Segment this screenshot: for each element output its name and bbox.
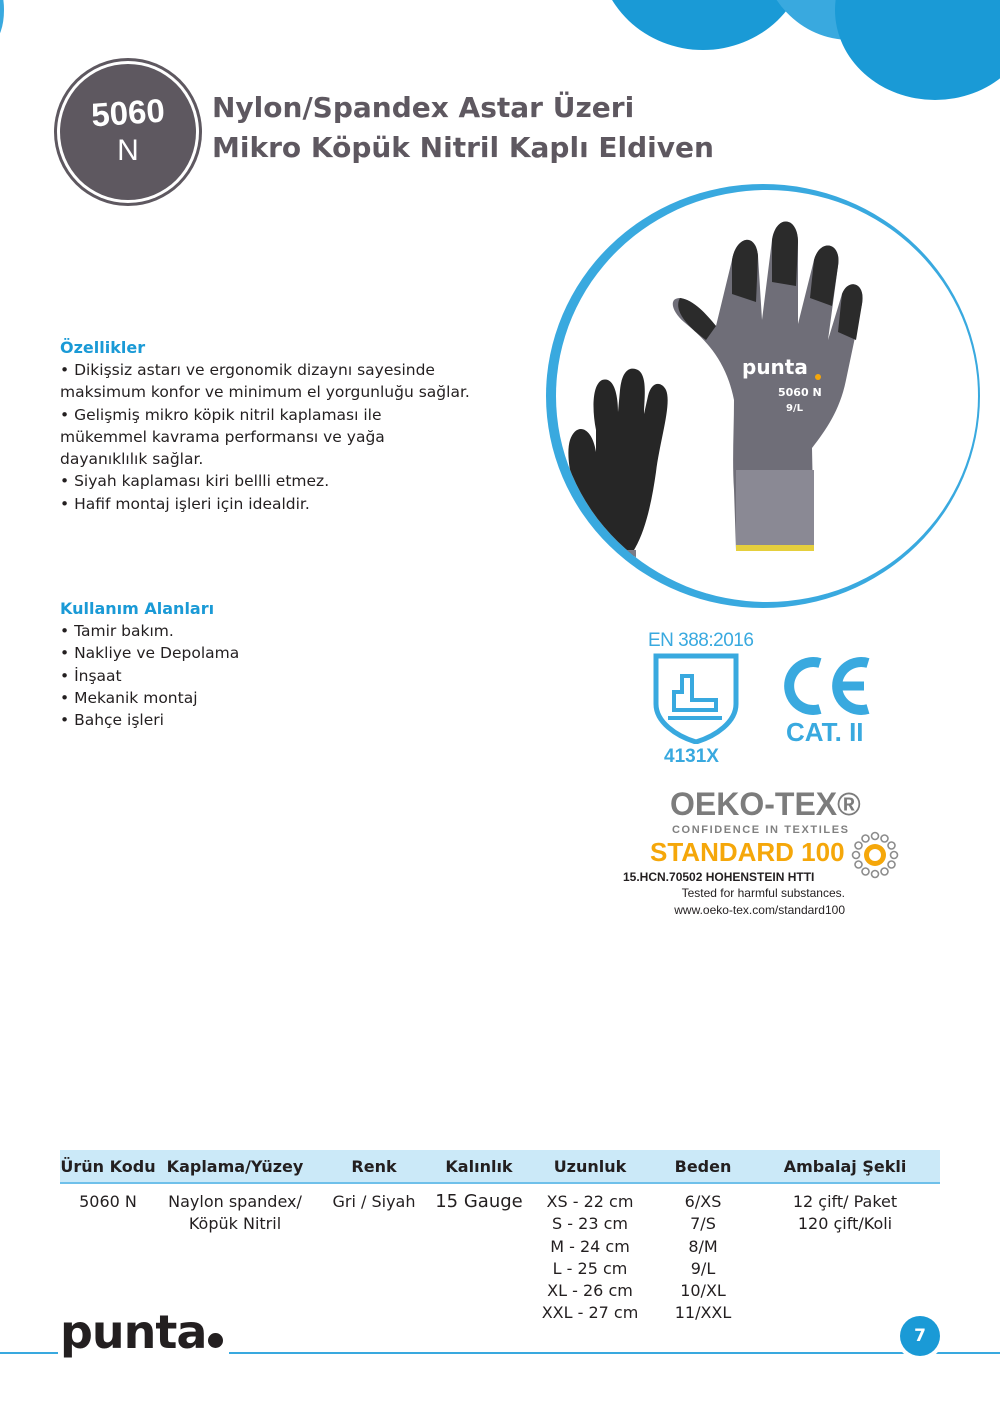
table-header: Beden bbox=[656, 1150, 750, 1183]
usage-heading: Kullanım Alanları bbox=[60, 599, 215, 618]
cell-line: 10/XL bbox=[680, 1281, 726, 1301]
decor-edge-left bbox=[0, 0, 4, 40]
cell-line: 120 çift/Koli bbox=[797, 1214, 893, 1234]
features-line: • Siyah kaplaması kiri bellli etmez. bbox=[60, 472, 330, 491]
usage-line: • İnşaat bbox=[60, 666, 122, 685]
product-photo bbox=[556, 190, 978, 602]
features-line: dayanıklılık sağlar. bbox=[60, 450, 204, 469]
oeko-tex-tested: Tested for harmful substances. bbox=[681, 886, 845, 900]
cell-thickness bbox=[434, 1183, 524, 1326]
product-title-line2: Mikro Köpük Nitril Kaplı Eldiven bbox=[212, 131, 714, 164]
glove-illustration bbox=[556, 190, 978, 602]
oeko-tex-standard: STANDARD 100 bbox=[650, 837, 845, 867]
table-header: Kalınlık bbox=[434, 1150, 524, 1183]
cell-line: Naylon spandex/ bbox=[168, 1192, 302, 1211]
table-header: Ambalaj Şekli bbox=[750, 1150, 940, 1183]
glove-model: 5060 N bbox=[778, 386, 822, 399]
cell-line: XXL - 27 cm bbox=[541, 1303, 639, 1323]
cell-line: 6/XS bbox=[684, 1192, 722, 1211]
back-glove bbox=[568, 369, 667, 600]
oeko-tex-flower-icon bbox=[850, 830, 900, 880]
usage-line: • Bahçe işleri bbox=[60, 711, 164, 730]
table-header: Uzunluk bbox=[524, 1150, 656, 1183]
en388-shield-icon bbox=[650, 652, 742, 744]
features-line: maksimum konfor ve minimum el yorgunluğu sağlar. bbox=[60, 383, 470, 402]
features-line: mükemmel kavrama performansı ve yağa bbox=[60, 427, 385, 446]
oeko-tex-tagline: CONFIDENCE IN TEXTILES bbox=[672, 824, 850, 836]
cell-line: 15 Gauge bbox=[435, 1191, 523, 1212]
en388-code: 4131X bbox=[664, 746, 719, 767]
product-code: 5060 bbox=[90, 91, 166, 134]
oeko-tex-reference: 15.HCN.70502 HOHENSTEIN HTTI bbox=[623, 870, 815, 884]
cell-line: 11/XXL bbox=[674, 1303, 732, 1323]
cell-line: 5060 N bbox=[79, 1192, 137, 1211]
footer-logo-dot bbox=[208, 1333, 223, 1348]
usage-line: • Nakliye ve Depolama bbox=[60, 644, 240, 663]
product-code-suffix: N bbox=[117, 134, 139, 167]
features-section bbox=[60, 338, 470, 515]
cell-size bbox=[656, 1183, 750, 1326]
usage-section bbox=[60, 599, 239, 731]
glove-brand: punta bbox=[742, 355, 808, 379]
cell-line: L - 25 cm bbox=[552, 1258, 628, 1278]
glove-brand-dot bbox=[815, 374, 821, 380]
footer-logo-text: punta bbox=[60, 1305, 207, 1359]
glove-size: 9/L bbox=[786, 403, 803, 414]
oeko-tex-name: OEKO-TEX® bbox=[670, 786, 861, 822]
cell-line: Gri / Siyah bbox=[332, 1192, 416, 1211]
footer-logo bbox=[58, 1304, 229, 1360]
table-header: Kaplama/Yüzey bbox=[156, 1150, 314, 1183]
cell-line: Köpük Nitril bbox=[188, 1214, 282, 1234]
decor-circle-left bbox=[598, 0, 808, 50]
cell-line: XS - 22 cm bbox=[546, 1192, 634, 1211]
product-code-badge bbox=[60, 64, 196, 200]
product-spec-table bbox=[60, 1150, 940, 1326]
table-header-row bbox=[60, 1150, 940, 1183]
cell-line: 7/S bbox=[690, 1214, 716, 1234]
oeko-tex-url: www.oeko-tex.com/standard100 bbox=[674, 903, 845, 917]
cell-line: XL - 26 cm bbox=[547, 1281, 633, 1301]
cell-packaging bbox=[750, 1183, 940, 1326]
front-glove bbox=[673, 221, 863, 550]
page-number: 7 bbox=[900, 1316, 940, 1356]
cell-length bbox=[524, 1183, 656, 1326]
product-title-line1: Nylon/Spandex Astar Üzeri bbox=[212, 91, 635, 124]
usage-line: • Tamir bakım. bbox=[60, 622, 174, 640]
ce-mark-icon bbox=[780, 655, 872, 717]
features-line: • Dikişsiz astarı ve ergonomik dizaynı sayesinde bbox=[60, 361, 435, 379]
usage-line: • Mekanik montaj bbox=[60, 688, 198, 707]
cell-color bbox=[314, 1183, 434, 1326]
features-line: • Gelişmiş mikro köpik nitril kaplaması ile bbox=[60, 405, 382, 424]
features-line: • Hafif montaj işleri için idealdir. bbox=[60, 494, 310, 513]
table-header: Renk bbox=[314, 1150, 434, 1183]
product-title bbox=[212, 88, 852, 168]
ce-category: CAT. II bbox=[786, 717, 864, 747]
en388-standard: EN 388:2016 bbox=[648, 630, 754, 651]
cell-line: S - 23 cm bbox=[552, 1214, 628, 1234]
cell-line: 9/L bbox=[690, 1258, 716, 1278]
cell-line: 8/M bbox=[688, 1236, 718, 1256]
features-heading: Özellikler bbox=[60, 338, 146, 357]
table-header: Ürün Kodu bbox=[60, 1150, 156, 1183]
decor-circle-right bbox=[835, 0, 1000, 100]
cell-line: M - 24 cm bbox=[550, 1236, 630, 1256]
cell-line: 12 çift/ Paket bbox=[792, 1192, 898, 1211]
